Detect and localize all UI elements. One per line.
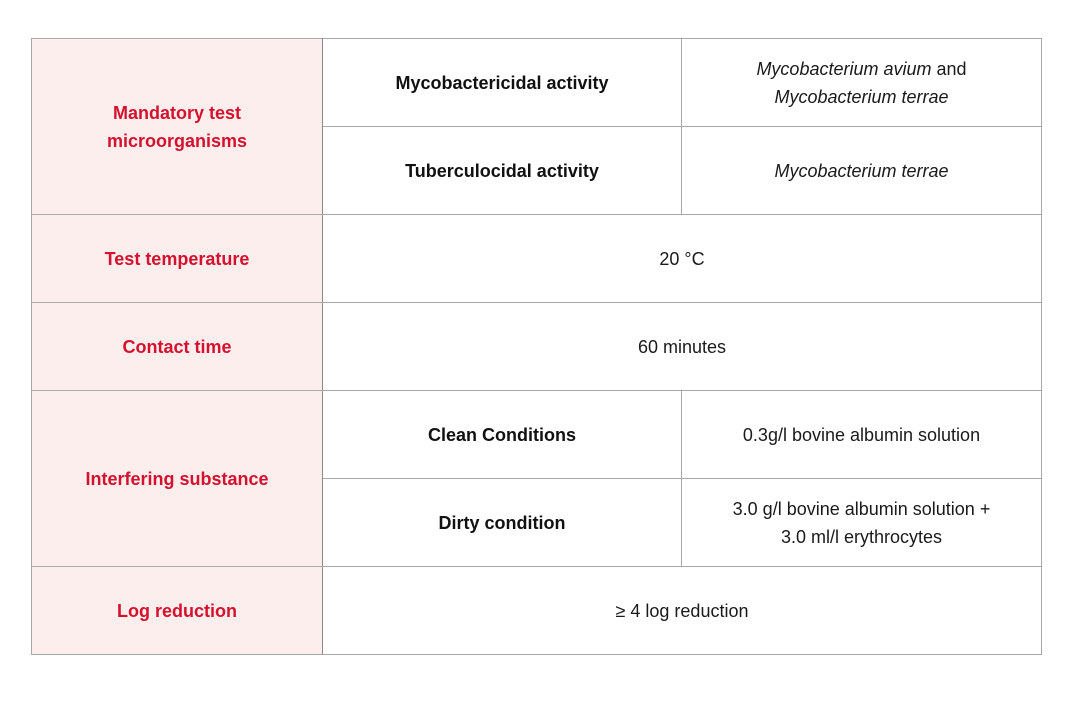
row-header-test-temperature bbox=[32, 215, 323, 303]
value-log-reduction bbox=[323, 567, 1042, 655]
row-header-label: Test temperature bbox=[104, 248, 250, 269]
value-text: 60 minutes bbox=[637, 336, 727, 357]
value-text: 0.3g/l bovine albumin solution bbox=[742, 424, 981, 445]
value-tuberculocidal-organism bbox=[682, 127, 1042, 215]
sub-header-label: Clean Conditions bbox=[428, 424, 576, 445]
value-test-temperature bbox=[323, 215, 1042, 303]
table-row-test-temperature bbox=[32, 215, 1042, 303]
row-header-label: Log reduction bbox=[117, 600, 237, 621]
value-text-line: 3.0 ml/l erythrocytes bbox=[780, 526, 943, 547]
organism-joiner: and bbox=[936, 58, 967, 79]
row-header-contact-time bbox=[32, 303, 323, 391]
sub-header-dirty-condition bbox=[323, 479, 682, 567]
table-row-interfering-clean bbox=[32, 391, 1042, 479]
row-header-interfering-substance bbox=[32, 391, 323, 567]
sub-header-tuberculocidal bbox=[323, 127, 682, 215]
organism-name: Mycobacterium terrae bbox=[774, 86, 949, 107]
value-dirty-condition bbox=[682, 479, 1042, 567]
sub-header-mycobactericidal bbox=[323, 39, 682, 127]
sub-header-clean-conditions bbox=[323, 391, 682, 479]
value-text: 20 °C bbox=[659, 248, 705, 269]
test-conditions-table bbox=[31, 38, 1042, 655]
value-contact-time bbox=[323, 303, 1042, 391]
organism-name: Mycobacterium avium bbox=[756, 58, 932, 79]
row-header-label: Mandatory test microorganisms bbox=[106, 102, 248, 151]
value-text-line: 3.0 g/l bovine albumin solution + bbox=[732, 498, 991, 519]
table-row-log-reduction bbox=[32, 567, 1042, 655]
sub-header-label: Dirty condition bbox=[438, 512, 566, 533]
row-header-mandatory-microorganisms bbox=[32, 39, 323, 215]
sub-header-label: Tuberculocidal activity bbox=[405, 160, 599, 181]
row-header-log-reduction bbox=[32, 567, 323, 655]
row-header-label: Interfering substance bbox=[85, 468, 269, 489]
row-header-label: Contact time bbox=[122, 336, 232, 357]
table-row-contact-time bbox=[32, 303, 1042, 391]
organism-name: Mycobacterium terrae bbox=[774, 160, 949, 181]
sub-header-label: Mycobactericidal activity bbox=[395, 72, 609, 93]
value-clean-conditions bbox=[682, 391, 1042, 479]
table-row-mandatory-microorganisms bbox=[32, 39, 1042, 127]
value-text: ≥ 4 log reduction bbox=[615, 600, 749, 621]
value-mycobactericidal-organisms bbox=[682, 39, 1042, 127]
test-conditions-table-wrapper bbox=[31, 38, 1042, 655]
